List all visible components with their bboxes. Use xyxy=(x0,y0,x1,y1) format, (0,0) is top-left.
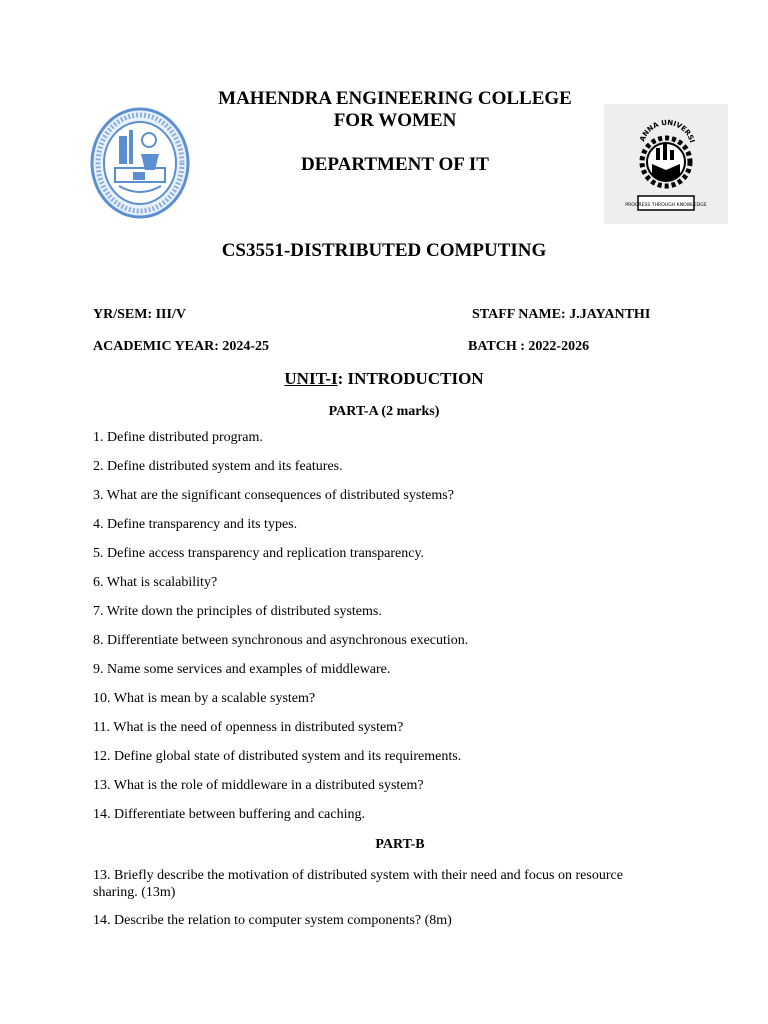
course-title: CS3551-DISTRIBUTED COMPUTING xyxy=(221,240,547,261)
university-logo-motto: PROGRESS THROUGH KNOWLEDGE xyxy=(625,203,707,208)
question-item: 3. What are the significant consequences of distributed systems? xyxy=(93,488,454,503)
unit-title: : INTRODUCTION xyxy=(337,369,484,388)
question-item: 14. Differentiate between buffering and caching. xyxy=(93,807,365,822)
question-item: 13. What is the role of middleware in a distributed system? xyxy=(93,778,424,793)
question-item: 14. Describe the relation to computer system components? (8m) xyxy=(93,913,452,928)
question-item: 10. What is mean by a scalable system? xyxy=(93,691,316,706)
year-semester: YR/SEM: III/V xyxy=(93,307,186,322)
unit-heading xyxy=(0,369,768,389)
question-item: 8. Differentiate between synchronous and asynchronous execution. xyxy=(93,633,469,648)
college-name-line1: MAHENDRA ENGINEERING COLLEGE xyxy=(218,88,572,109)
academic-year: ACADEMIC YEAR: 2024-25 xyxy=(93,339,270,354)
question-item: 12. Define global state of distributed system and its requirements. xyxy=(93,749,462,764)
question-item: 4. Define transparency and its types. xyxy=(93,517,298,532)
question-item: 13. Briefly describe the motivation of distributed system with their need and focus on resource sharing. (13m) xyxy=(93,868,623,900)
question-item: 9. Name some services and examples of middleware. xyxy=(93,662,391,677)
part-a-question-list xyxy=(93,429,653,835)
question-item: 2. Define distributed system and its features. xyxy=(93,459,343,474)
svg-text:ANNA UNIVERSITY xyxy=(604,104,696,144)
question-item: 11. What is the need of openness in distributed system? xyxy=(93,720,404,735)
college-name-line2: FOR WOMEN xyxy=(333,110,457,131)
batch: BATCH : 2022-2026 xyxy=(468,339,590,354)
department-title: DEPARTMENT OF IT xyxy=(301,154,489,175)
university-logo xyxy=(604,104,728,224)
part-a-heading: PART-A (2 marks) xyxy=(328,404,440,419)
college-name xyxy=(180,88,610,132)
question-item: 1. Define distributed program. xyxy=(93,430,263,445)
part-b-heading: PART-B xyxy=(375,837,425,852)
question-item: 5. Define access transparency and replication transparency. xyxy=(93,546,425,561)
part-b-question-list xyxy=(93,867,638,940)
university-logo-arc-text: ANNA UNIVERSI xyxy=(638,118,697,144)
unit-label: UNIT-I xyxy=(284,369,338,388)
question-item: 7. Write down the principles of distributed systems. xyxy=(93,604,382,619)
question-item: 6. What is scalability? xyxy=(93,575,218,590)
college-seal-logo xyxy=(89,106,191,220)
staff-name: STAFF NAME: J.JAYANTHI xyxy=(472,307,651,322)
